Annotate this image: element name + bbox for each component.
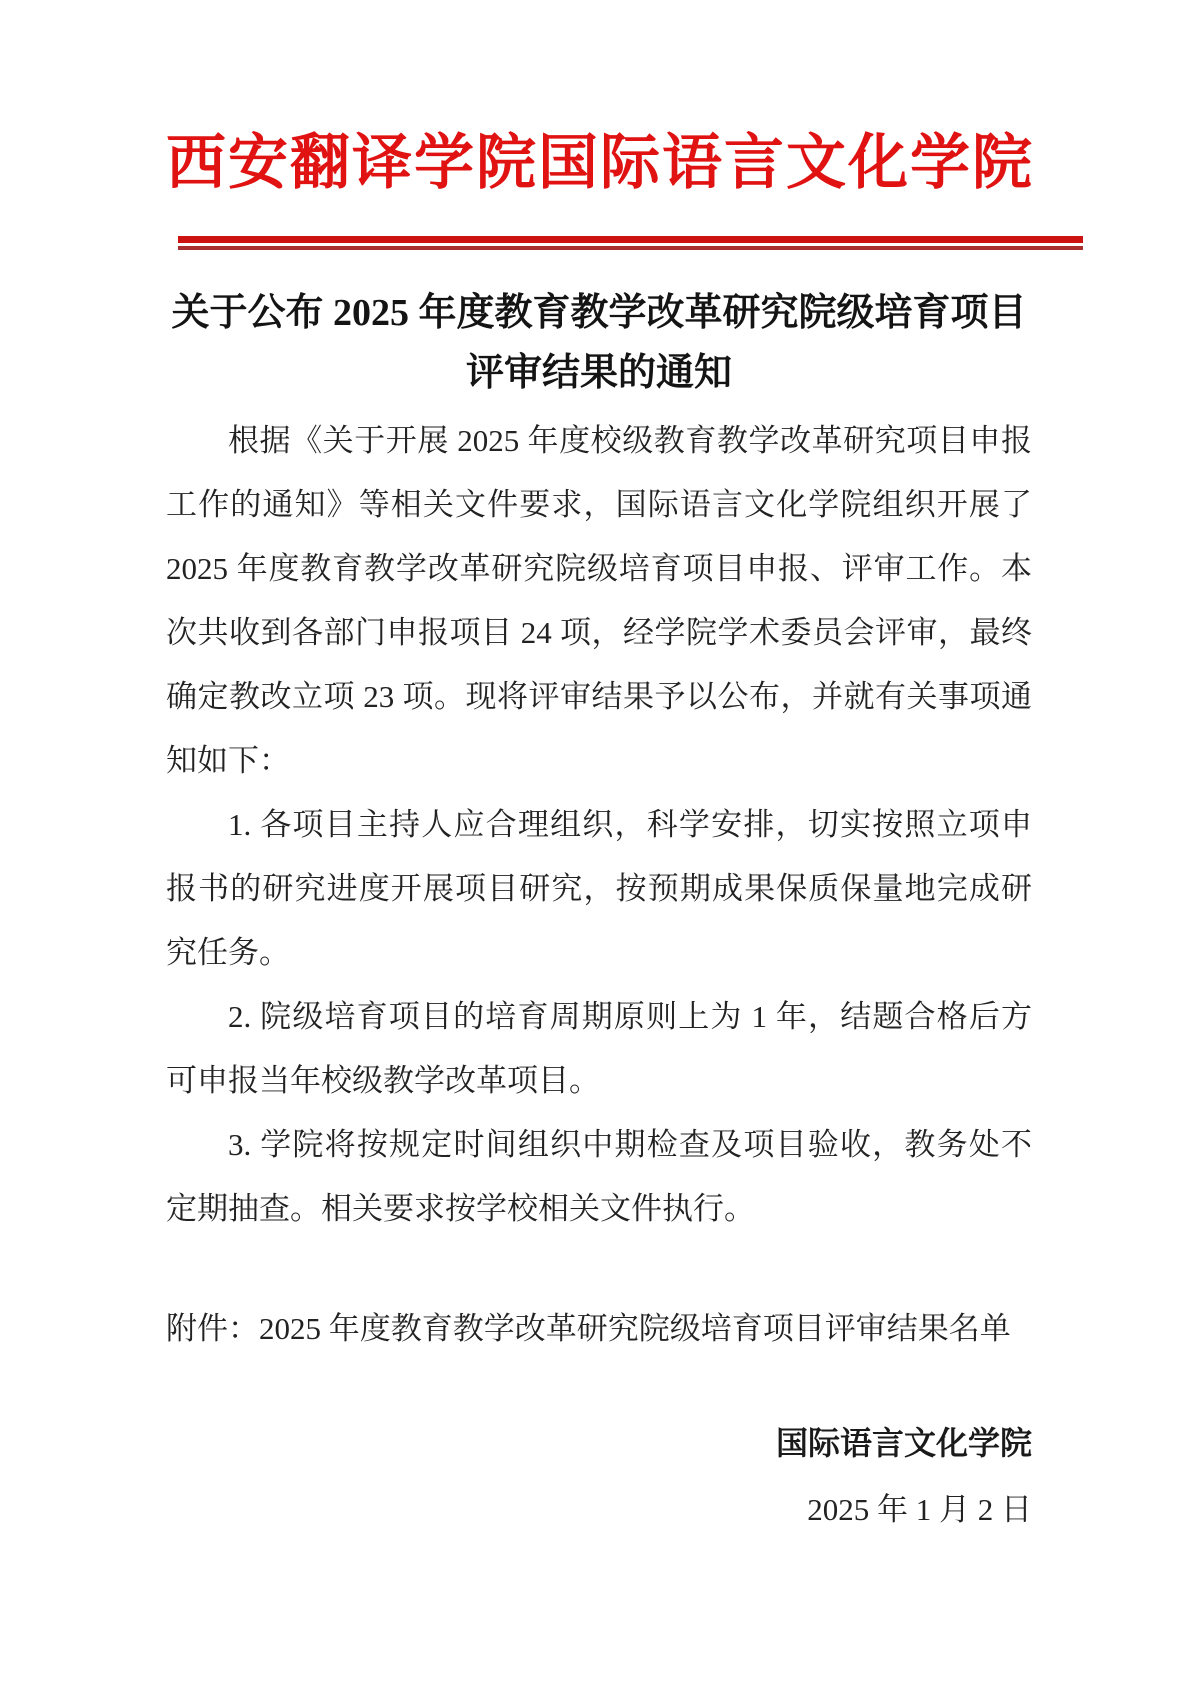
notice-paragraph-item-2: 2. 院级培育项目的培育周期原则上为 1 年，结题合格后方可申报当年校级教学改革项目。 <box>166 999 1032 1098</box>
notice-title <box>166 283 1032 403</box>
notice-paragraph-item-3: 3. 学院将按规定时间组织中期检查及项目验收，教务处不定期抽查。相关要求按学校相关文件执行。 <box>166 1127 1032 1226</box>
notice-title-line-1: 关于公布 2025 年度教育教学改革研究院级培育项目 <box>171 292 1027 334</box>
divider-thin-line <box>178 246 1083 250</box>
signature-org: 国际语言文化学院 <box>775 1425 1032 1461</box>
notice-paragraph-item-1: 1. 各项目主持人应合理组织，科学安排，切实按照立项申报书的研究进度开展项目研究，按预期成果保质保量地完成研究任务。 <box>166 807 1032 970</box>
signature-block <box>166 1411 1032 1545</box>
letterhead-org-name: 西安翻译学院国际语言文化学院 <box>166 130 1034 196</box>
attachment-line: 附件：2025 年度教育教学改革研究院级培育项目评审结果名单 <box>166 1311 1011 1346</box>
letterhead <box>0 0 1200 250</box>
notice-paragraph-intro: 根据《关于开展 2025 年度校级教育教学改革研究项目申报工作的通知》等相关文件要求，国际语言文化学院组织开展了 2025 年度教育教学改革研究院级培育项目申报、评审工作。本次共收到各部门申报项目 24 项，经学院学术委员会评审，最终确定教改立项 23 项。现将评审结果予以公布，并就有关事项通知如下： <box>166 423 1032 778</box>
notice-title-line-2: 评审结果的通知 <box>465 352 732 394</box>
divider-thick-line <box>178 236 1083 243</box>
letterhead-divider <box>178 236 1083 250</box>
signature-date: 2025 年 1 月 2 日 <box>807 1492 1032 1527</box>
notice-body <box>0 283 1200 1545</box>
